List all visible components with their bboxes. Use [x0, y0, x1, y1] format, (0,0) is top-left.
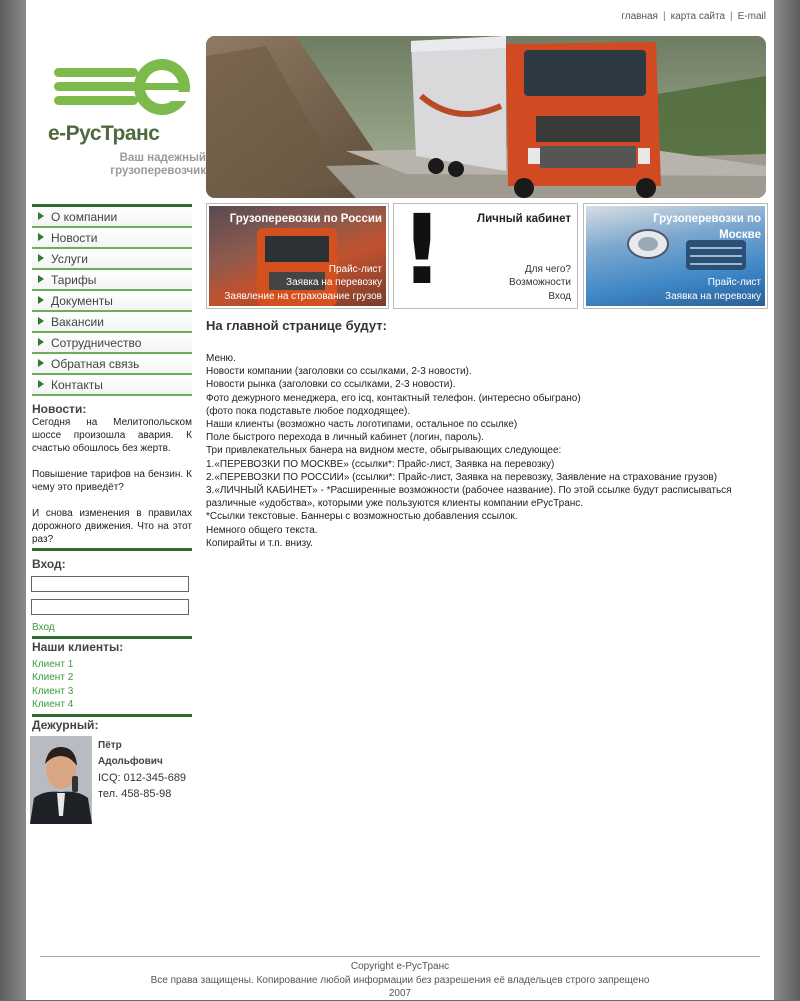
- footer-copyright: Copyright е-РусТранс: [350, 961, 450, 972]
- content-line: Меню.: [206, 353, 236, 364]
- logo-tagline: [110, 152, 206, 178]
- content-line: 2.«ПЕРЕВОЗКИ ПО РОССИИ» (ссылки*: Прайс-лист, Заявка на перевозку, Заявление на страхование грузов): [206, 471, 718, 483]
- menu-arrow-icon: [38, 380, 44, 388]
- section-divider: [32, 548, 192, 551]
- menu-item-documents[interactable]: [32, 291, 192, 312]
- banner-cabinet-inner: [396, 206, 575, 306]
- banner-cabinet-links: [509, 263, 571, 304]
- banner-cabinet-title: Личный кабинет: [477, 213, 571, 225]
- content-line: Новости компании (заголовки со ссылками, 2-3 новости).: [206, 366, 472, 378]
- password-input[interactable]: [31, 599, 189, 615]
- menu-item-services[interactable]: [32, 249, 192, 270]
- menu-item-label: Вакансии: [51, 315, 104, 329]
- content-line: Поле быстрого перехода в личный кабинет (логин, пароль).: [206, 432, 484, 444]
- duty-patronymic: Адольфович: [98, 756, 163, 767]
- menu-item-label: Сотрудничество: [51, 336, 142, 350]
- email-link[interactable]: E-mail: [737, 11, 766, 22]
- banner-link-order[interactable]: Заявка на перевозку: [286, 277, 382, 288]
- footer-rights: Все права защищены. Копирование любой информации без разрешения её владельцев строго запрещено: [150, 974, 650, 986]
- logo-mark-icon: [52, 56, 198, 118]
- truck-illustration: [206, 36, 766, 198]
- banner-moscow[interactable]: [583, 203, 768, 309]
- banner-link-order[interactable]: Заявка на перевозку: [665, 290, 761, 302]
- banner-russia-title: Грузоперевозки по России: [229, 213, 382, 225]
- news-block: [32, 402, 192, 551]
- banner-moscow-links: [665, 276, 761, 303]
- menu-item-label: Обратная связь: [51, 357, 140, 371]
- news-title: Новости:: [32, 402, 87, 416]
- page-background-left: [0, 0, 26, 1000]
- content-line: (фото пока подставьте любое подходящее).: [206, 405, 411, 417]
- menu-item-tariffs[interactable]: [32, 270, 192, 291]
- exclamation-icon: !: [400, 206, 444, 306]
- main-menu: [32, 204, 192, 396]
- top-links: [621, 11, 766, 22]
- login-button[interactable]: Вход: [32, 622, 55, 633]
- duty-manager-info: [98, 738, 186, 802]
- banner-link-insurance[interactable]: Заявление на страхование грузов: [224, 290, 382, 302]
- banner-moscow-title-line-1: Грузоперевозки по: [653, 213, 761, 225]
- banner-link-why[interactable]: Для чего?: [524, 263, 571, 275]
- duty-title: Дежурный:: [32, 718, 99, 732]
- section-divider: [32, 636, 192, 639]
- banner-link-price[interactable]: Прайс-лист: [328, 263, 382, 275]
- content-line: различные «удобства», которыми уже пользуются клиенты компании еРусТранс.: [206, 498, 584, 510]
- client-link[interactable]: Клиент 1: [32, 659, 74, 670]
- menu-arrow-icon: [38, 254, 44, 262]
- logo-tagline-line-2: грузоперевозчик: [110, 165, 206, 177]
- duty-manager-photo: [30, 736, 92, 824]
- banner-moscow-image: [586, 206, 765, 306]
- content-line: Новости рынка (заголовки со ссылками, 2-3 новости).: [206, 379, 456, 391]
- menu-item-vacancies[interactable]: [32, 312, 192, 333]
- person-icon: [30, 736, 92, 824]
- content-heading: На главной странице будут:: [206, 318, 387, 333]
- menu-arrow-icon: [38, 233, 44, 241]
- content-line: 1.«ПЕРЕВОЗКИ ПО МОСКВЕ» (ссылки*: Прайс-лист, Заявка на перевозку): [206, 458, 555, 470]
- menu-arrow-icon: [38, 359, 44, 367]
- banner-cabinet[interactable]: [393, 203, 578, 309]
- footer: [26, 960, 774, 1001]
- logo-tagline-line-1: Ваш надежный: [119, 152, 206, 164]
- page-background-right: [774, 0, 800, 1000]
- menu-item-news[interactable]: [32, 228, 192, 249]
- menu-item-label: Контакты: [51, 378, 103, 392]
- menu-item-contacts[interactable]: [32, 375, 192, 396]
- duty-phone: тел. 458-85-98: [98, 788, 172, 800]
- duty-first-name: Пётр: [98, 740, 122, 751]
- home-link[interactable]: главная: [621, 11, 658, 22]
- logo[interactable]: [48, 56, 206, 186]
- content-line: Копирайты и т.п. внизу.: [206, 537, 313, 549]
- duty-block: [32, 718, 192, 732]
- menu-arrow-icon: [38, 296, 44, 304]
- news-item[interactable]: Повышение тарифов на бензин. К чему это приведёт?: [32, 469, 192, 493]
- banner-moscow-title-line-2: Москве: [719, 229, 761, 241]
- client-link[interactable]: Клиент 2: [32, 672, 74, 684]
- page: [26, 0, 774, 1000]
- clients-title: Наши клиенты:: [32, 640, 124, 654]
- banner-moscow-title: [653, 211, 761, 243]
- content-line: *Ссылки текстовые. Баннеры с возможностью добавления ссылок.: [206, 511, 518, 523]
- sitemap-link[interactable]: карта сайта: [670, 11, 726, 22]
- section-divider: [32, 714, 192, 717]
- login-input[interactable]: [31, 576, 189, 592]
- client-link[interactable]: Клиент 4: [32, 699, 74, 711]
- content-line: Три привлекательных банера на видном месте, обыгрывающих следующее:: [206, 445, 562, 457]
- content-line: 3.«ЛИЧНЫЙ КАБИНЕТ» - *Расширенные возможности (рабочее название). По этой ссылке будут расписываться: [206, 485, 732, 497]
- banner-russia[interactable]: [206, 203, 389, 309]
- footer-divider: [40, 956, 760, 957]
- footer-year: 2007: [388, 988, 412, 999]
- news-item[interactable]: И снова изменения в правилах дорожного движения. Что на этот раз?: [32, 508, 192, 545]
- banner-link-login[interactable]: Вход: [548, 290, 571, 302]
- menu-item-about[interactable]: [32, 207, 192, 228]
- separator: |: [730, 11, 733, 22]
- banner-russia-links: [224, 263, 382, 304]
- separator: |: [662, 11, 666, 22]
- menu-item-label: Новости: [51, 231, 98, 245]
- hero-banner: [206, 36, 766, 198]
- menu-item-cooperation[interactable]: [32, 333, 192, 354]
- menu-item-label: Услуги: [51, 252, 88, 266]
- menu-arrow-icon: [38, 212, 44, 220]
- menu-item-label: О компании: [51, 210, 118, 224]
- login-block: [32, 557, 192, 639]
- menu-arrow-icon: [38, 338, 44, 346]
- menu-item-label: Тарифы: [51, 273, 97, 287]
- menu-item-feedback[interactable]: [32, 354, 192, 375]
- duty-icq: ICQ: 012-345-689: [98, 772, 187, 784]
- main-content: [206, 318, 766, 550]
- client-link[interactable]: Клиент 3: [32, 685, 74, 697]
- menu-arrow-icon: [38, 317, 44, 325]
- content-line: Наши клиенты (возможно часть логотипами, остальное по ссылке): [206, 419, 518, 431]
- content-line: Немного общего текста.: [206, 524, 318, 536]
- logo-name: е-РусТранс: [48, 122, 160, 145]
- login-title: Вход:: [32, 557, 66, 571]
- menu-item-label: Документы: [51, 294, 113, 308]
- menu-arrow-icon: [38, 275, 44, 283]
- content-line: Фото дежурного менеджера, его icq, контактный телефон. (интересно обыграно): [206, 392, 581, 404]
- news-item[interactable]: Сегодня на Мелитопольском шоссе произошла авария. К счастью обошлось без жертв.: [32, 417, 192, 454]
- banner-link-price[interactable]: Прайс-лист: [707, 277, 761, 288]
- banner-russia-image: [209, 206, 386, 306]
- banner-link-features[interactable]: Возможности: [509, 277, 571, 288]
- clients-block: [32, 640, 192, 717]
